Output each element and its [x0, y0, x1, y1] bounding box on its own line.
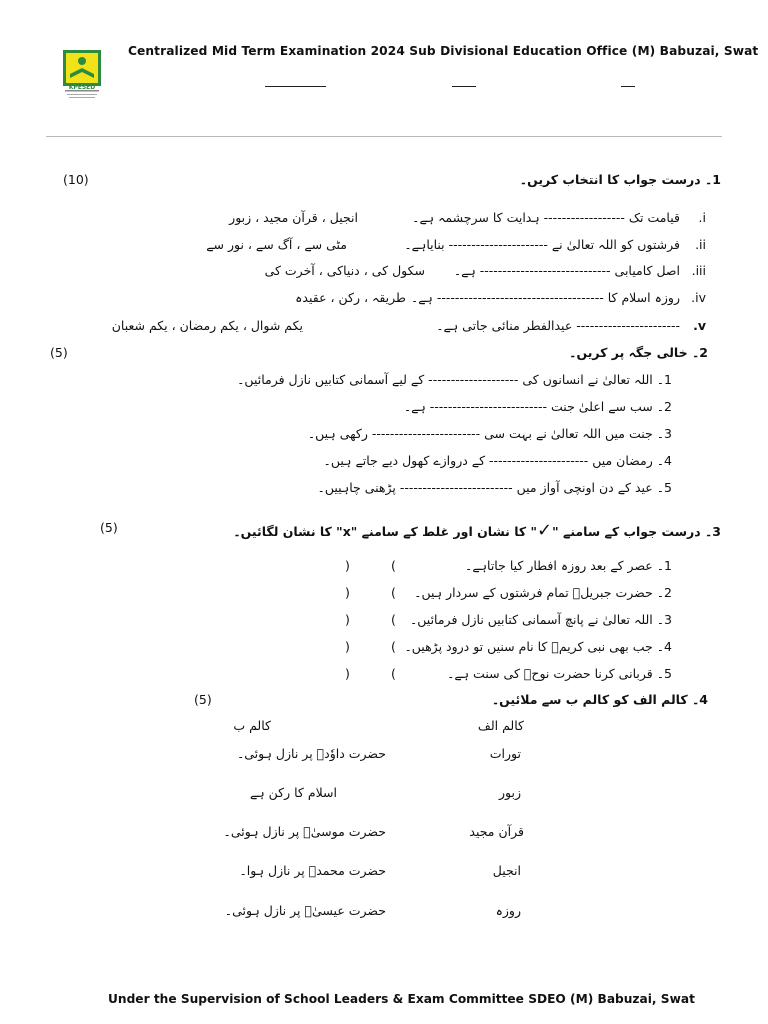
answer-paren-close: ( [391, 585, 396, 600]
q1-item-num: iv. [691, 290, 706, 305]
header-blank-1 [265, 86, 326, 87]
q2-item: 4۔ رمضان میں ---------------------- کے دروازے کھول دیے جاتے ہیں۔ [323, 453, 672, 468]
q4-marks: (5) [194, 692, 212, 707]
answer-paren-open: ) [345, 666, 350, 681]
col-b-item: حضرت محمدؐ پر نازل ہوا۔ [239, 863, 386, 878]
answer-paren-open: ) [345, 612, 350, 627]
q3-marks: (5) [100, 520, 118, 535]
q2-item: 1۔ اللہ تعالیٰ نے انسانوں کی -------------------- کے لیے آسمانی کتابیں نازل فرمائیں۔ [237, 372, 672, 387]
answer-paren-close: ( [391, 558, 396, 573]
q3-heading-part-c: " کا نشان لگائیں۔ [233, 524, 343, 539]
q3-item: 4۔ جب بھی نبی کریمؐ کا نام سنیں تو درود پڑھیں۔ [404, 639, 672, 654]
supervision-footer: Under the Supervision of School Leaders & Exam Committee SDEO (M) Babuzai, Swat [108, 992, 695, 1006]
q2-item: 3۔ جنت میں اللہ تعالیٰ نے بہت سی ------------------------ رکھی ہیں۔ [307, 426, 672, 441]
q3-heading-part-a: 3۔ درست جواب کے سامنے " [552, 524, 721, 539]
kpesed-logo [63, 50, 101, 104]
check-mark-icon: ✓ [537, 520, 553, 541]
q1-item-stem: ----------------------- عیدالفطر منائی جاتی ہے۔ [436, 318, 680, 333]
col-b-header: کالم ب [233, 718, 271, 733]
q1-item-num: iii. [691, 263, 706, 278]
q1-item-stem: فرشتوں کو اللہ تعالیٰ نے ---------------------- بنایاہے۔ [404, 237, 680, 252]
q3-heading [233, 520, 721, 541]
col-b-item: حضرت موسیٰؑ پر نازل ہوئی۔ [223, 824, 386, 839]
q2-item: 2۔ سب سے اعلیٰ جنت -------------------------- ہے۔ [403, 399, 672, 414]
q3-item: 5۔ قربانی کرنا حضرت نوحؑ کی سنت ہے۔ [447, 666, 672, 681]
col-b-item: حضرت داوٗدؑ پر نازل ہوئی۔ [236, 746, 386, 761]
answer-paren-close: ( [391, 666, 396, 681]
header-blank-3 [621, 86, 635, 87]
answer-paren-close: ( [391, 639, 396, 654]
col-a-item: زبور [498, 785, 521, 800]
answer-paren-close: ( [391, 612, 396, 627]
q1-item-options: انجیل ، قرآن مجید ، زبور [229, 210, 358, 225]
col-a-item: روزہ [495, 903, 521, 918]
q2-marks: (5) [50, 345, 68, 360]
q1-item-stem: روزہ اسلام کا ------------------------------------- ہے۔ [410, 290, 680, 305]
col-b-item: اسلام کا رکن ہے [250, 785, 337, 800]
q1-item-num: i. [698, 210, 706, 225]
col-a-item: انجیل [492, 863, 521, 878]
q2-item: 5۔ عید کے دن اونچی آواز میں ------------------------- پڑھنی چاہییں۔ [317, 480, 672, 495]
q1-item-options: سکول کی ، دنیاکی ، آخرت کی [264, 263, 425, 278]
cross-mark-icon: x [342, 524, 351, 539]
exam-title: Centralized Mid Term Examination 2024 Sub Divisional Education Office (M) Babuzai, Swat [128, 44, 759, 58]
col-a-item: تورات [489, 746, 521, 761]
q1-item-options: طریقہ ، رکن ، عقیدہ [295, 290, 406, 305]
answer-paren-open: ) [345, 558, 350, 573]
header-divider [46, 136, 722, 137]
q1-item-stem: قیامت تک ------------------ ہدایت کا سرچشمہ ہے۔ [412, 210, 680, 225]
q1-item-num: ii. [695, 237, 706, 252]
q3-item: 2۔ حضرت جبریلؑ تمام فرشتوں کے سردار ہیں۔ [414, 585, 672, 600]
col-a-item: قرآن مجید [469, 824, 524, 839]
logo-caption: KPESED [68, 84, 96, 91]
q1-heading: 1۔ درست جواب کا انتخاب کریں۔ [519, 172, 721, 187]
answer-paren-open: ) [345, 585, 350, 600]
col-a-header: کالم الف [477, 718, 524, 733]
q1-item-options: یکم شوال ، یکم رمضان ، یکم شعبان [111, 318, 303, 333]
q4-heading: 4۔ کالم الف کو کالم ب سے ملائیں۔ [491, 692, 708, 707]
q2-heading: 2۔ خالی جگہ پر کریں۔ [569, 345, 708, 360]
q3-item: 3۔ اللہ تعالیٰ نے پانچ آسمانی کتابیں نازل فرمائیں۔ [409, 612, 672, 627]
book-logo-icon [63, 50, 101, 104]
q1-item-options: مٹی سے ، آگ سے ، نور سے [206, 237, 347, 252]
q1-marks: (10) [63, 172, 89, 187]
q3-heading-part-b: " کا نشان اور غلط کے سامنے " [350, 524, 538, 539]
q1-item-num: v. [693, 318, 706, 333]
header-blank-2 [452, 86, 476, 87]
col-b-item: حضرت عیسیٰؑ پر نازل ہوئی۔ [224, 903, 386, 918]
answer-paren-open: ) [345, 639, 350, 654]
q1-item-stem: اصل کامیابی ----------------------------- ہے۔ [453, 263, 680, 278]
q3-item: 1۔ عصر کے بعد روزہ افطار کیا جاتاہے۔ [465, 558, 672, 573]
